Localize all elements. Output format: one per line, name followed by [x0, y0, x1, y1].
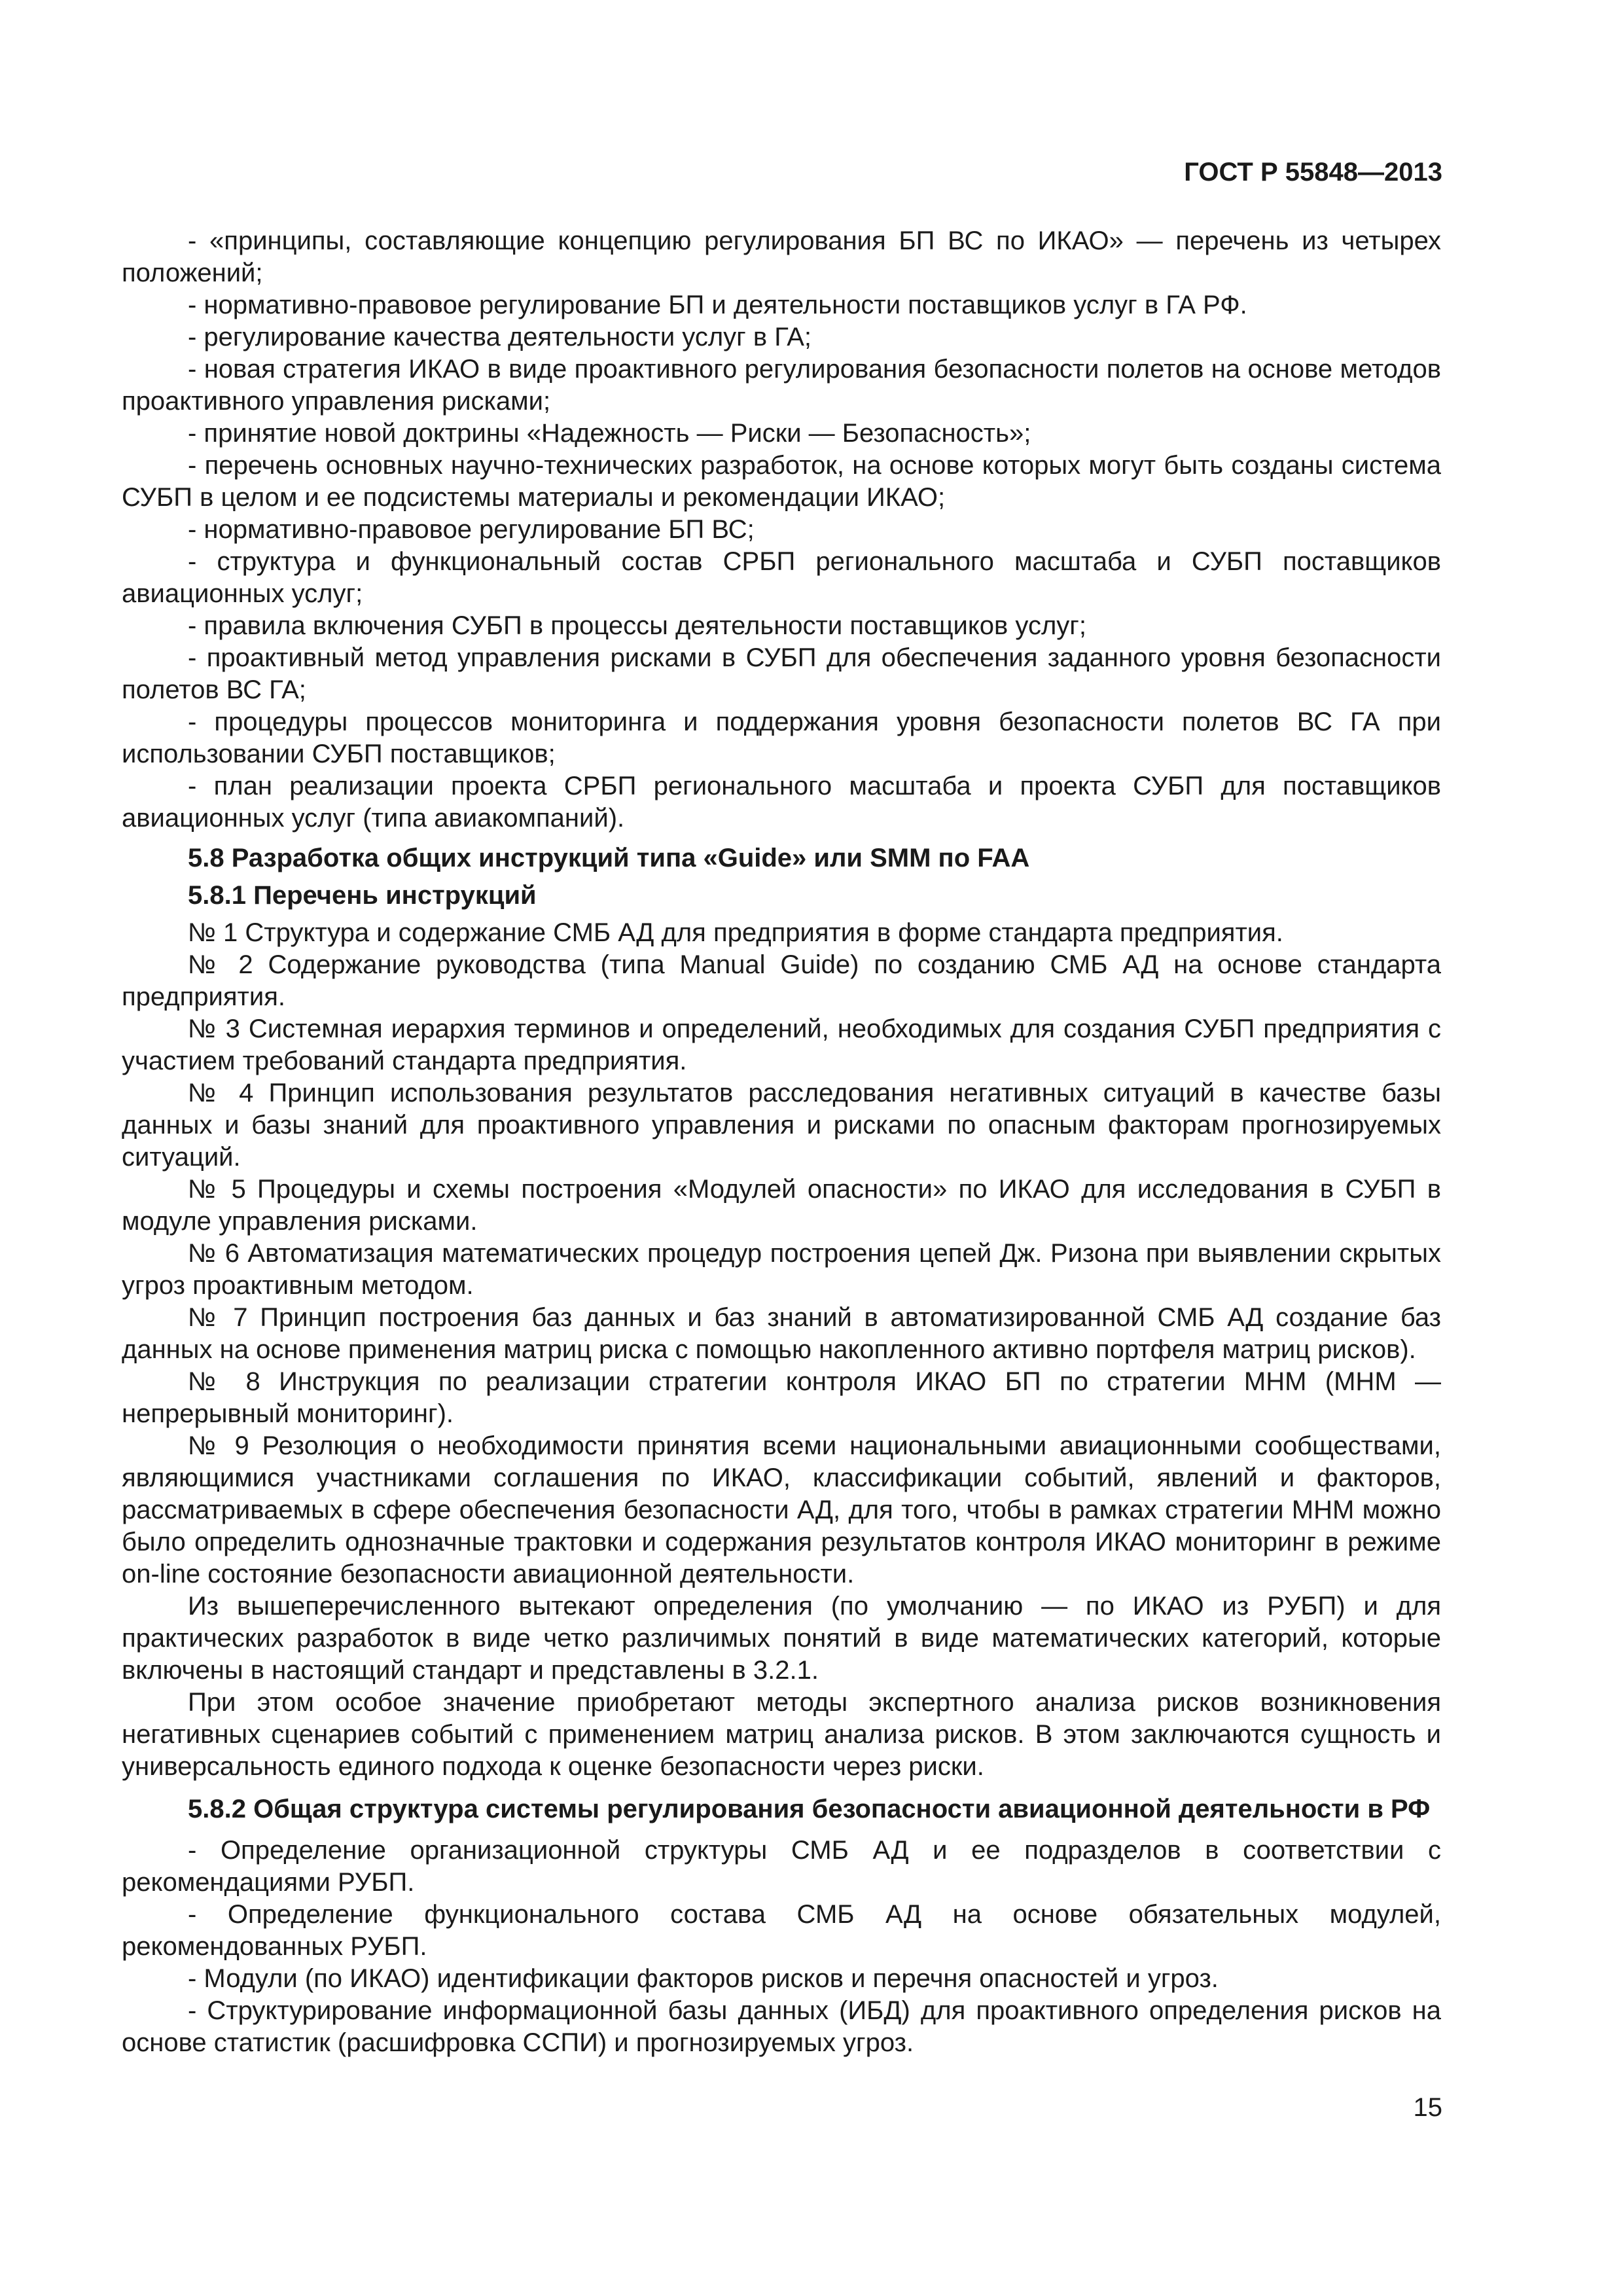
page-number: 15 [1413, 2093, 1442, 2122]
list-item: - нормативно-правовое регулирование БП и деятельности поставщиков услуг в ГА РФ. [188, 291, 1247, 319]
instruction-item: № 2 Содержание руководства (типа Manual Guide) по созданию СМБ АД на основе стандарта предприятия. [122, 950, 1441, 1011]
list-item: - Определение организационной структуры СМБ АД и ее подразделов в соответствии с рекомендациями РУБП. [122, 1836, 1441, 1897]
list-item: - структура и функциональный состав СРБП регионального масштаба и СУБП поставщиков авиационных услуг; [122, 547, 1441, 608]
section-heading-5-8-1: 5.8.1 Перечень инструкций [188, 881, 537, 910]
list-item: - принятие новой доктрины «Надежность — Риски — Безопасность»; [188, 419, 1031, 448]
list-item: - план реализации проекта СРБП регионального масштаба и проекта СУБП для поставщиков авиационных услуг (типа авиакомпаний). [122, 772, 1441, 833]
list-item: - новая стратегия ИКАО в виде проактивного регулирования безопасности полетов на основе методов проактивного управления рисками; [122, 355, 1441, 416]
instruction-item: № 4 Принцип использования результатов расследования негативных ситуаций в качестве базы данных и базы знаний для проактивного управления и рисками по опасным факторам прогнозируемых ситуаций. [122, 1079, 1441, 1172]
document-code-header: ГОСТ Р 55848—2013 [1184, 158, 1442, 187]
list-item: - Определение функционального состава СМБ АД на основе обязательных модулей, рекомендованных РУБП. [122, 1900, 1441, 1961]
instruction-item: № 9 Резолюция о необходимости принятия всеми национальными авиационными сообществами, являющимися участниками соглашения по ИКАО, классификации событий, явлений и факторов, рассматриваемых в сфере обеспечения безопасности АД, для того, чтобы в рамках стратегии МНМ можно было определить однозначные трактовки и содержания результатов контроля ИКАО мониторинг в режиме on-line состояние безопасности авиационной деятельности. [122, 1431, 1441, 1588]
list-item: - «принципы, составляющие концепцию регулирования БП ВС по ИКАО» — перечень из четырех положений; [122, 226, 1441, 287]
section-heading-5-8-2: 5.8.2 Общая структура системы регулирования безопасности авиационной деятельности в РФ [188, 1795, 1431, 1823]
list-item: - Структурирование информационной базы данных (ИБД) для проактивного определения рисков на основе статистик (расшифровка ССПИ) и прогнозируемых угроз. [122, 1996, 1441, 2057]
instruction-item: № 8 Инструкция по реализации стратегии контроля ИКАО БП по стратегии МНМ (МНМ — непрерывный мониторинг). [122, 1367, 1441, 1428]
section-heading-5-8: 5.8 Разработка общих инструкций типа «Guide» или SMM по FAA [188, 844, 1030, 872]
instruction-item: № 7 Принцип построения баз данных и баз знаний в автоматизированной СМБ АД создание баз данных на основе применения матриц риска с помощью накопленного активно портфеля матриц рисков). [122, 1303, 1441, 1364]
document-body [122, 225, 1441, 2059]
body-paragraph: При этом особое значение приобретают методы экспертного анализа рисков возникновения негативных сценариев событий с применением матриц анализа рисков. В этом заключаются сущность и универсальность единого подхода к оценке безопасности через риски. [122, 1688, 1441, 1781]
list-item: - проактивный метод управления рисками в СУБП для обеспечения заданного уровня безопасности полетов ВС ГА; [122, 643, 1441, 704]
list-item: - Модули (по ИКАО) идентификации факторов рисков и перечня опасностей и угроз. [188, 1964, 1219, 1993]
instruction-item: № 6 Автоматизация математических процедур построения цепей Дж. Ризона при выявлении скрытых угроз проактивным методом. [122, 1239, 1441, 1300]
instruction-item: № 5 Процедуры и схемы построения «Модулей опасности» по ИКАО для исследования в СУБП в модуле управления рисками. [122, 1175, 1441, 1236]
list-item: - процедуры процессов мониторинга и поддержания уровня безопасности полетов ВС ГА при использовании СУБП поставщиков; [122, 708, 1441, 768]
list-item: - регулирование качества деятельности услуг в ГА; [188, 323, 812, 351]
list-item: - правила включения СУБП в процессы деятельности поставщиков услуг; [188, 611, 1087, 640]
list-item: - нормативно-правовое регулирование БП ВС; [188, 515, 755, 544]
list-item: - перечень основных научно-технических разработок, на основе которых могут быть созданы система СУБП в целом и ее подсистемы материалы и рекомендации ИКАО; [122, 451, 1441, 512]
instruction-item: № 3 Системная иерархия терминов и определений, необходимых для создания СУБП предприятия с участием требований стандарта предприятия. [122, 1014, 1441, 1075]
instruction-item: № 1 Структура и содержание СМБ АД для предприятия в форме стандарта предприятия. [188, 918, 1283, 947]
body-paragraph: Из вышеперечисленного вытекают определения (по умолчанию — по ИКАО из РУБП) и для практических разработок в виде четко различимых понятий в виде математических категорий, которые включены в настоящий стандарт и представлены в 3.2.1. [122, 1592, 1441, 1685]
